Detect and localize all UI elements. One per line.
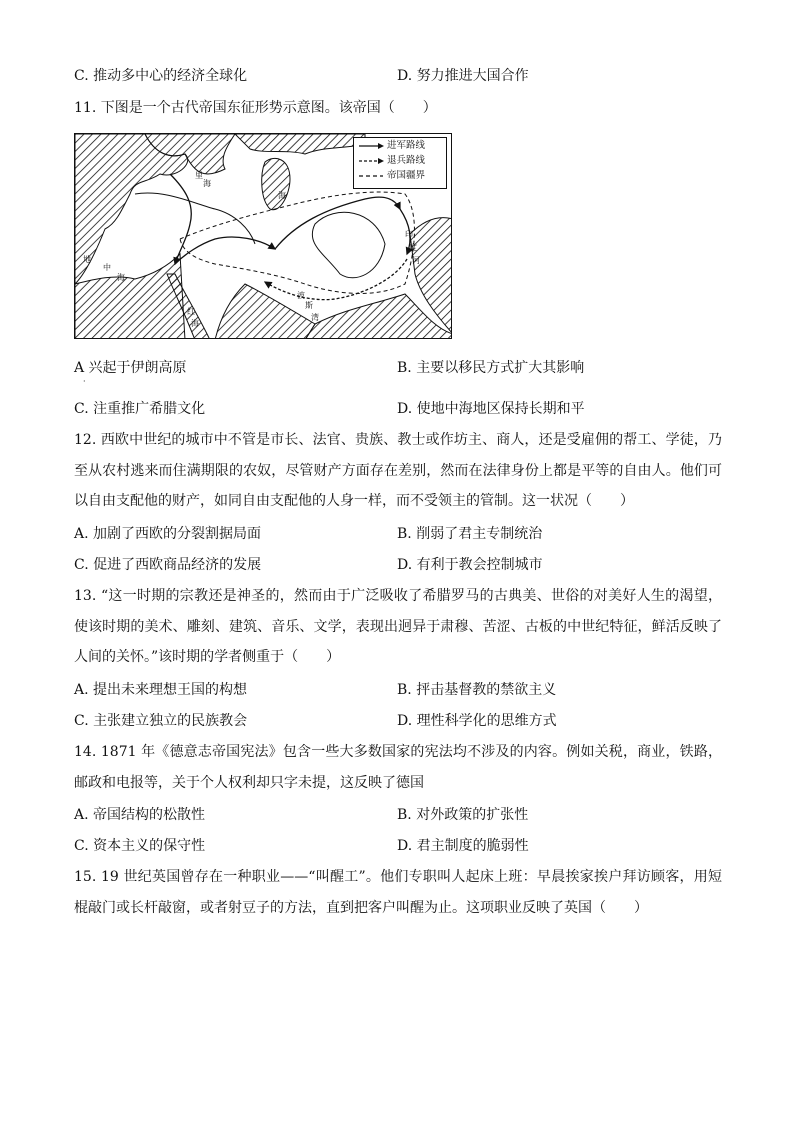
q13-option-c: C. 主张建立独立的民族教会 <box>74 713 248 729</box>
map-label: 印 <box>405 230 413 239</box>
q14-option-d: D. 君主制度的脆弱性 <box>397 838 529 854</box>
q12-option-b: B. 削弱了君主专制统治 <box>397 526 543 542</box>
legend-retreat-label: 退兵路线 <box>387 155 426 166</box>
q11-option-b: B. 主要以移民方式扩大其影响 <box>397 360 585 376</box>
map-label: 湾 <box>311 313 319 322</box>
map-label: 河 <box>412 256 420 265</box>
map-label: 海 <box>203 179 211 188</box>
q11-option-c: C. 注重推广希腊文化 <box>74 401 206 417</box>
dashed-line-icon <box>358 172 384 180</box>
solid-arrow-icon <box>358 142 384 150</box>
q14-option-a: A. 帝国结构的松散性 <box>74 807 206 823</box>
q12-option-d: D. 有利于教会控制城市 <box>397 557 543 573</box>
q11-option-a: A 兴起于伊朗高原 <box>74 360 187 376</box>
map-label: 红 <box>187 307 195 316</box>
q10-option-d: D. 努力推进大国合作 <box>397 68 529 84</box>
legend-border <box>354 168 446 183</box>
q12-option-c: C. 促进了西欧商品经济的发展 <box>74 557 262 573</box>
map-label: 里 <box>195 171 203 180</box>
map-label: 波 <box>297 291 305 300</box>
q13-option-a: A. 提出未来理想王国的构想 <box>74 682 248 698</box>
map-label: 斯 <box>305 301 313 310</box>
stray-dot: · <box>83 377 86 386</box>
map-label: 海 <box>278 191 286 200</box>
q14-option-b: B. 对外政策的扩张性 <box>397 807 529 823</box>
legend-advance-label: 进军路线 <box>387 140 426 151</box>
q13-option-d: D. 理性科学化的思维方式 <box>397 713 557 729</box>
map-legend <box>353 137 447 189</box>
q11-stem: 11. 下图是一个古代帝国东征形势示意图。该帝国（ ） <box>74 100 437 116</box>
q13-option-b: B. 抨击基督教的禁欲主义 <box>397 682 557 698</box>
legend-advance <box>354 138 446 153</box>
map-label: 度 <box>409 243 417 252</box>
dashed-arrow-icon <box>358 157 384 165</box>
q13-stem: 13. “这一时期的宗教还是神圣的，然而由于广泛吸收了希腊罗马的古典美、世俗的对美好人生的渴望，使该时期的美术、雕刻、建筑、音乐、文学，表现出迥异于肃穆、苦涩、古板的中世纪特征，鲜活反映了人间的关怀。”该时期的学者侧重于（ ） <box>74 588 722 665</box>
q12-stem: 12. 西欧中世纪的城市中不管是市长、法官、贵族、教士或作坊主、商人，还是受雇佣的帮工、学徒，乃至从农村逃来而住满期限的农奴，尽管财产方面存在差别，然而在法律身份上都是平等的自由人。他们可以自由支配他的财产，如同自由支配他的人身一样，而不受领主的管制。这一状况（ ） <box>74 432 722 509</box>
q14-stem: 14. 1871 年《德意志帝国宪法》包含一些大多数国家的宪法均不涉及的内容。例如关税，商业，铁路，邮政和电报等，关于个人权利却只字未提，这反映了德国 <box>74 744 722 791</box>
map-label: 地 <box>83 255 91 264</box>
map-label: 海 <box>191 319 199 328</box>
q14-option-c: C. 资本主义的保守性 <box>74 838 206 854</box>
q10-option-c: C. 推动多中心的经济全球化 <box>74 68 248 84</box>
map-label: 海 <box>117 273 125 282</box>
q15-stem: 15. 19 世纪英国曾存在一种职业——“叫醒工”。他们专职叫人起床上班：早晨挨家挨户拜访顾客，用短棍敲门或长杆敲窗，或者射豆子的方法，直到把客户叫醒为止。这项职业反映了英国（ ） <box>74 869 722 916</box>
legend-retreat <box>354 153 446 168</box>
legend-border-label: 帝国疆界 <box>387 170 426 181</box>
map-label: 中 <box>103 263 111 272</box>
empire-map <box>74 133 452 339</box>
q12-option-a: A. 加剧了西欧的分裂割据局面 <box>74 526 262 542</box>
q11-option-d: D. 使地中海地区保持长期和平 <box>397 401 585 417</box>
